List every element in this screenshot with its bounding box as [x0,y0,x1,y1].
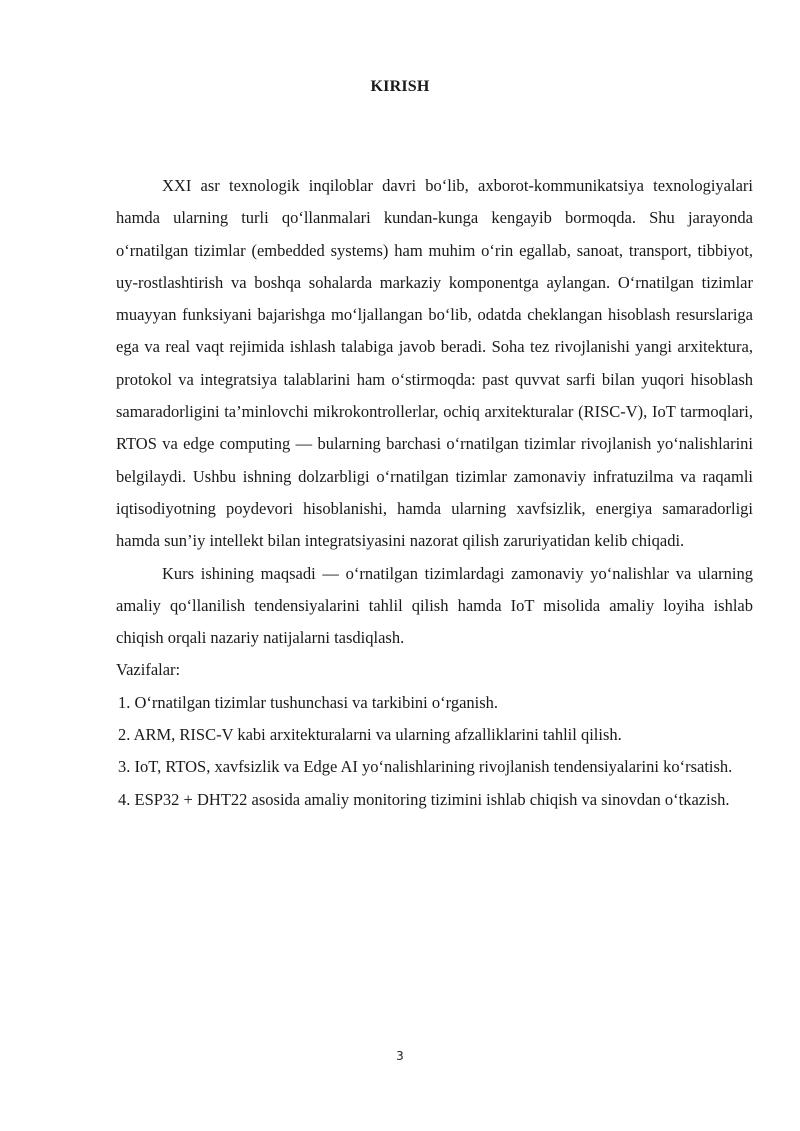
goal-paragraph: Kurs ishining maqsadi — o‘rnatilgan tizimlardagi zamonaviy yo‘nalishlar va ularning amaliy qo‘llanilish tendensiyalarini tahlil qilish hamda IoT misolida amaliy loyiha ishlab chiqish orqali nazariy natijalarni tasdiqlash. [116,563,753,648]
body-text [116,170,753,816]
page-number: 3 [396,1049,404,1063]
task-item: 3. IoT, RTOS, xavfsizlik va Edge AI yo‘nalishlarining rivojlanish tendensiyalarini ko‘rsatish. [118,757,733,777]
task-item: 4. ESP32 + DHT22 asosida amaliy monitoring tizimini ishlab chiqish va sinovdan o‘tkazish. [118,789,730,809]
task-item: 2. ARM, RISC-V kabi arxitekturalarni va ularning afzalliklarini tahlil qilish. [118,725,622,745]
task-item: 1. O‘rnatilgan tizimlar tushunchasi va tarkibini o‘rganish. [118,692,499,712]
page-title: KIRISH [370,78,430,95]
tasks-label: Vazifalar: [116,660,181,680]
intro-paragraph: XXI asr texnologik inqiloblar davri bo‘lib, axborot-kommunikatsiya texnologiyalari hamda ularning turli qo‘llanmalari kundan-kunga kengayib bormoqda. Shu jarayonda o‘rnatilgan tizimlar (embedded systems) ham muhim o‘rin egallab, sanoat, transport, tibbiyot, uy-rostlashtirish va boshqa sohalarda markaziy komponentga aylangan. O‘rnatilgan tizimlar muayyan funksiyani bajarishga mo‘ljallangan bo‘lib, odatda cheklangan hisoblash resurslariga ega va real vaqt rejimida ishlash talabiga javob beradi. Soha tez rivojlanishi yangi arxitektura, protokol va integratsiya talablarini ham o‘stirmoqda: past quvvat sarfi bilan yuqori hisoblash samaradorligini ta’minlovchi mikrokontrollerlar, ochiq arxitekturalar (RISC-V), IoT tarmoqlari, RTOS va edge computing — bularning barchasi o‘rnatilgan tizimlar rivojlanish yo‘nalishlarini belgilaydi. Ushbu ishning dolzarbligi o‘rnatilgan tizimlar zamonaviy infratuzilma va raqamli iqtisodiyotning poydevori hisoblanishi, hamda ularning xavfsizlik, energiya samaradorligi hamda sun’iy intellekt bilan integratsiyasini nazorat qilish zaruriyatidan kelib chiqadi. [116,176,753,551]
